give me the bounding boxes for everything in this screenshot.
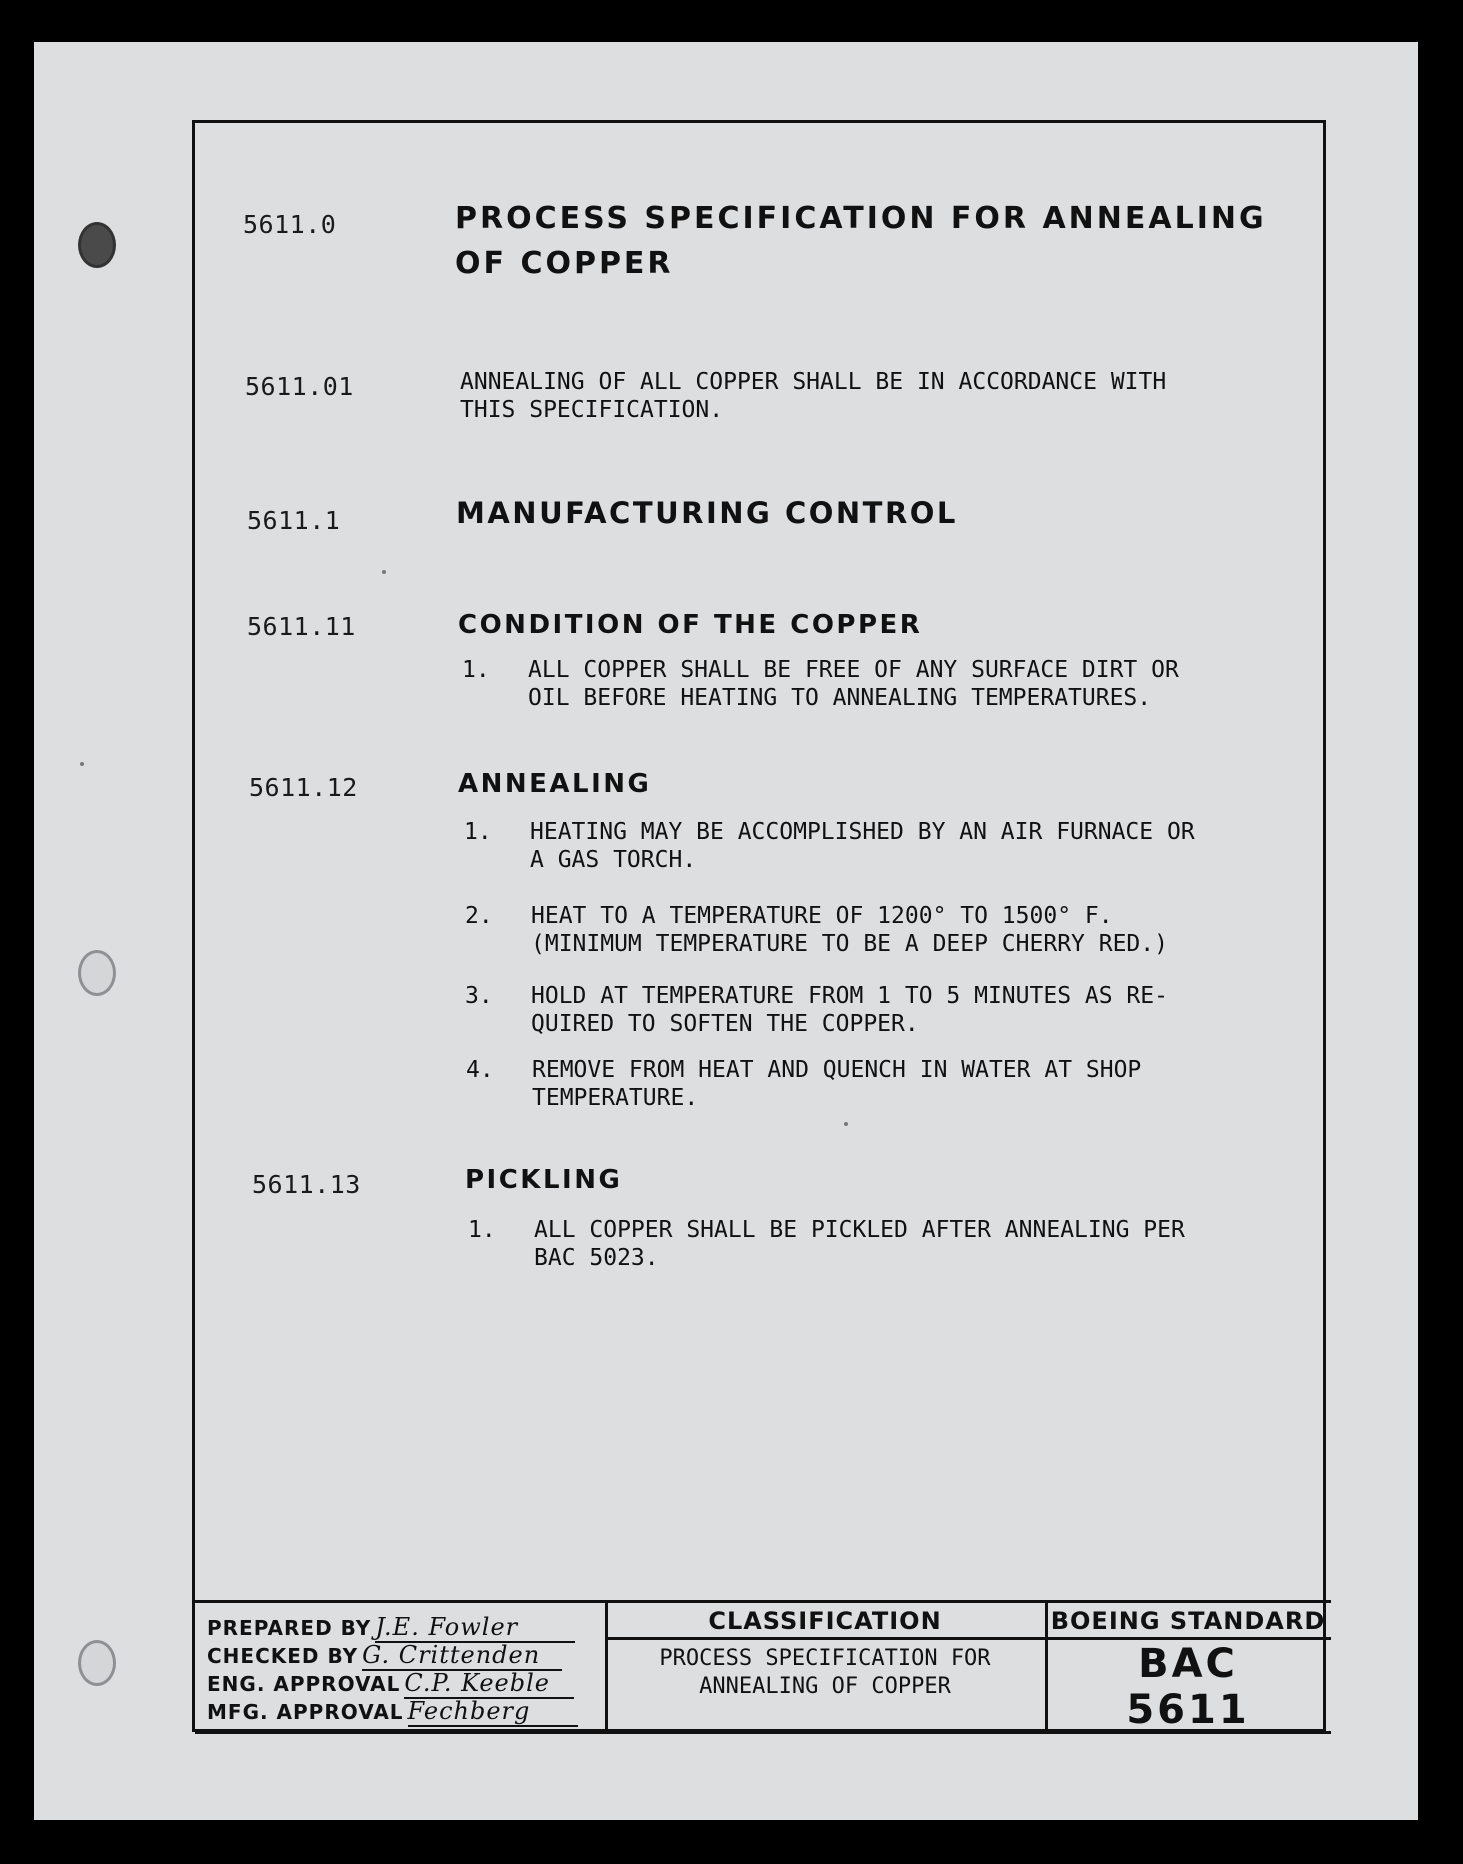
section-heading: ANNEALING <box>458 769 652 799</box>
approval-row <box>207 1641 562 1669</box>
approval-row <box>207 1613 575 1641</box>
title-line: PROCESS SPECIFICATION FOR ANNEALING <box>455 201 1267 236</box>
item-line: ALL COPPER SHALL BE FREE OF ANY SURFACE DIRT OR <box>528 657 1179 683</box>
paragraph-line: THIS SPECIFICATION. <box>460 397 724 423</box>
standard-line: 5611 <box>1126 1687 1250 1733</box>
standard-box <box>1045 1603 1331 1731</box>
item-line: HEATING MAY BE ACCOMPLISHED BY AN AIR FURNACE OR <box>530 819 1195 845</box>
item-line: HOLD AT TEMPERATURE FROM 1 TO 5 MINUTES AS RE- <box>531 983 1168 1009</box>
signature: C.P. Keeble <box>404 1669 574 1699</box>
classification-line: ANNEALING OF COPPER <box>699 1674 951 1699</box>
classification-label: CLASSIFICATION <box>708 1607 942 1635</box>
item-line: A GAS TORCH. <box>530 847 697 873</box>
standard-label: BOEING STANDARD <box>1050 1607 1326 1635</box>
approval-label: CHECKED BY <box>207 1644 359 1668</box>
signature: G. Crittenden <box>362 1641 562 1671</box>
section-number: 5611.13 <box>252 1170 361 1199</box>
section-number: 5611.11 <box>247 612 356 641</box>
binder-hole-bottom <box>78 1640 116 1686</box>
speck <box>80 762 84 766</box>
item-line: BAC 5023. <box>534 1245 659 1271</box>
binder-hole-top <box>78 222 116 268</box>
item-line: REMOVE FROM HEAT AND QUENCH IN WATER AT SHOP <box>532 1057 1142 1083</box>
section-heading: CONDITION OF THE COPPER <box>458 610 923 640</box>
item-line: (MINIMUM TEMPERATURE TO BE A DEEP CHERRY RED.) <box>531 931 1168 957</box>
item-text <box>531 902 1168 958</box>
divider <box>1045 1637 1331 1640</box>
standard-line: BAC <box>1138 1641 1238 1687</box>
section-heading: MANUFACTURING CONTROL <box>456 496 958 530</box>
item-number: 1. <box>468 1217 496 1243</box>
approval-label: MFG. APPROVAL <box>207 1700 404 1724</box>
section-number: 5611.12 <box>249 773 358 802</box>
approval-label: PREPARED BY <box>207 1616 372 1640</box>
paragraph-line: ANNEALING OF ALL COPPER SHALL BE IN ACCORDANCE WITH <box>460 369 1167 395</box>
item-line: HEAT TO A TEMPERATURE OF 1200° TO 1500° F. <box>531 903 1113 929</box>
item-line: QUIRED TO SOFTEN THE COPPER. <box>531 1011 919 1037</box>
classification-text <box>605 1645 1045 1701</box>
approval-label: ENG. APPROVAL <box>207 1672 401 1696</box>
classification-box <box>605 1603 1048 1731</box>
item-text <box>534 1216 1185 1272</box>
classification-line: PROCESS SPECIFICATION FOR <box>659 1646 991 1671</box>
section-heading: PICKLING <box>465 1165 623 1195</box>
divider <box>605 1637 1045 1640</box>
item-number: 2. <box>465 903 493 929</box>
section-number: 5611.1 <box>247 506 341 535</box>
item-number: 3. <box>465 983 493 1009</box>
binder-hole-middle <box>78 950 116 996</box>
item-text <box>528 656 1179 712</box>
title-line: OF COPPER <box>455 246 674 281</box>
item-number: 1. <box>462 657 490 683</box>
item-text <box>531 982 1168 1038</box>
item-line: OIL BEFORE HEATING TO ANNEALING TEMPERATURES. <box>528 685 1152 711</box>
item-text <box>532 1056 1141 1112</box>
item-line: ALL COPPER SHALL BE PICKLED AFTER ANNEALING PER <box>534 1217 1185 1243</box>
approvals-box <box>195 1603 608 1731</box>
approval-row <box>207 1697 578 1725</box>
scope-paragraph <box>460 368 1166 424</box>
section-number: 5611.01 <box>245 372 354 401</box>
section-number: 5611.0 <box>243 210 337 239</box>
item-text <box>530 818 1195 874</box>
standard-number <box>1045 1641 1331 1733</box>
signature: Fechberg <box>408 1697 578 1727</box>
title-block <box>195 1600 1331 1734</box>
document-title <box>455 196 1267 286</box>
item-number: 1. <box>464 819 492 845</box>
approval-row <box>207 1669 574 1697</box>
signature: J.E. Fowler <box>375 1613 575 1643</box>
item-number: 4. <box>466 1057 494 1083</box>
item-line: TEMPERATURE. <box>532 1085 699 1111</box>
